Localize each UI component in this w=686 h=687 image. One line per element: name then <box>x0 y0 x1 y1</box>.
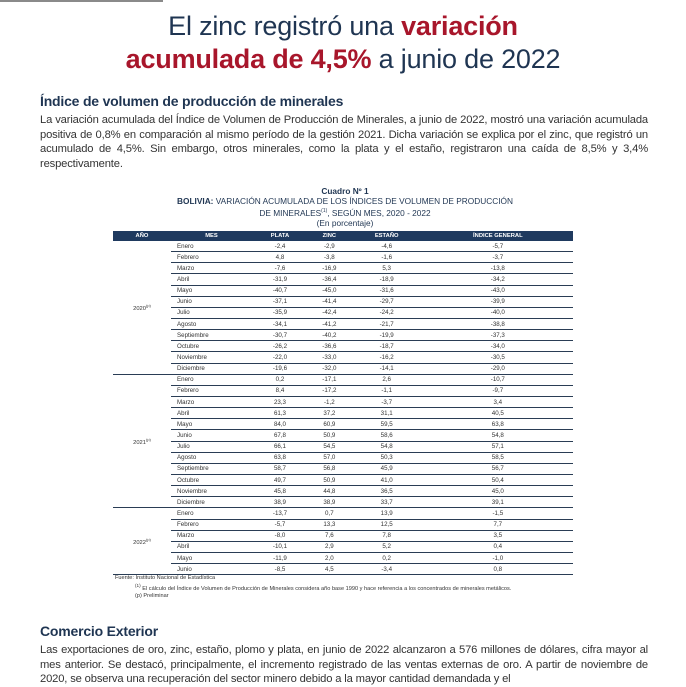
year-label: 2022 <box>133 539 146 546</box>
silver-cell: 45,8 <box>252 486 308 497</box>
tin-cell: -24,2 <box>351 307 423 318</box>
table-row <box>113 564 573 575</box>
tin-cell: 5,2 <box>351 541 423 552</box>
silver-cell: 49,7 <box>252 474 308 485</box>
zinc-cell: -41,4 <box>308 296 351 307</box>
zinc-cell: -41,2 <box>308 318 351 329</box>
general-index-cell: -3,7 <box>423 252 573 263</box>
table-row <box>113 497 573 508</box>
section-heading-trade: Comercio Exterior <box>40 623 158 639</box>
general-index-cell: 63,8 <box>423 419 573 430</box>
tin-cell: -14,1 <box>351 363 423 374</box>
year-cell <box>113 508 171 575</box>
silver-cell: -37,1 <box>252 296 308 307</box>
title-part1: El zinc registró una <box>168 11 402 41</box>
silver-cell: -26,2 <box>252 341 308 352</box>
year-label: 2021 <box>133 439 146 446</box>
zinc-cell: -45,0 <box>308 285 351 296</box>
general-index-cell: -30,5 <box>423 352 573 363</box>
tin-cell: 50,3 <box>351 452 423 463</box>
month-cell: Enero <box>171 508 252 519</box>
silver-cell: 84,0 <box>252 419 308 430</box>
month-cell: Marzo <box>171 396 252 407</box>
general-index-cell: -9,7 <box>423 385 573 396</box>
tin-cell: 54,8 <box>351 441 423 452</box>
month-cell: Abril <box>171 408 252 419</box>
silver-cell: 67,8 <box>252 430 308 441</box>
table-caption-unit: (En porcentaje) <box>316 217 374 228</box>
month-cell: Julio <box>171 441 252 452</box>
table-row <box>113 263 573 274</box>
tin-cell: -16,2 <box>351 352 423 363</box>
silver-cell: -8,0 <box>252 530 308 541</box>
silver-cell: 38,9 <box>252 497 308 508</box>
table-row <box>113 385 573 396</box>
zinc-cell: 7,6 <box>308 530 351 541</box>
header-general-index: ÍNDICE GENERAL <box>423 231 573 241</box>
zinc-cell: -40,2 <box>308 330 351 341</box>
month-cell: Julio <box>171 307 252 318</box>
month-cell: Septiembre <box>171 330 252 341</box>
table-header-row <box>113 231 573 241</box>
table-row <box>113 508 573 519</box>
zinc-cell: 50,9 <box>308 474 351 485</box>
tin-cell: 33,7 <box>351 497 423 508</box>
month-cell: Febrero <box>171 385 252 396</box>
title-highlight-1: variación <box>401 11 518 41</box>
year-label: 2020 <box>133 305 146 312</box>
table-caption-line2b: , SEGÚN MES, 2020 - 2022 <box>327 207 431 218</box>
zinc-cell: 44,8 <box>308 486 351 497</box>
tin-cell: 31,1 <box>351 408 423 419</box>
general-index-cell: 39,1 <box>423 497 573 508</box>
table-caption-line2a: DE MINERALES <box>259 207 322 218</box>
general-index-cell: 54,8 <box>423 430 573 441</box>
month-cell: Agosto <box>171 452 252 463</box>
footnote-1 <box>115 582 511 593</box>
tin-cell: 58,6 <box>351 430 423 441</box>
table-row <box>113 474 573 485</box>
zinc-cell: 38,9 <box>308 497 351 508</box>
month-cell: Abril <box>171 541 252 552</box>
tin-cell: -29,7 <box>351 296 423 307</box>
general-index-cell: 58,5 <box>423 452 573 463</box>
footnote-1-text: El cálculo del Índice de Volumen de Producción de Minerales considera año base 1990 y hace referencia a los concentrados de minerales metálicos. <box>140 585 512 592</box>
zinc-cell: -2,9 <box>308 241 351 252</box>
silver-cell: -13,7 <box>252 508 308 519</box>
silver-cell: -19,6 <box>252 363 308 374</box>
table-row <box>113 519 573 530</box>
general-index-cell: -29,0 <box>423 363 573 374</box>
silver-cell: -2,4 <box>252 241 308 252</box>
zinc-cell: -1,2 <box>308 396 351 407</box>
month-cell: Noviembre <box>171 486 252 497</box>
tin-cell: -31,6 <box>351 285 423 296</box>
tin-cell: -18,9 <box>351 274 423 285</box>
table-row <box>113 486 573 497</box>
footnote-preliminary: (p) Preliminar <box>135 592 169 599</box>
month-cell: Febrero <box>171 252 252 263</box>
source-note: Fuente: Instituto Nacional de Estadística <box>115 575 216 581</box>
silver-cell: 61,3 <box>252 408 308 419</box>
month-cell: Febrero <box>171 519 252 530</box>
table-row <box>113 363 573 374</box>
zinc-cell: 57,0 <box>308 452 351 463</box>
year-preliminary-marker: (p) <box>146 536 151 542</box>
silver-cell: 23,3 <box>252 396 308 407</box>
tin-cell: -18,7 <box>351 341 423 352</box>
silver-cell: 0,2 <box>252 374 308 385</box>
month-cell: Octubre <box>171 474 252 485</box>
tin-cell: -21,7 <box>351 318 423 329</box>
table-caption <box>110 186 580 228</box>
table-row <box>113 430 573 441</box>
silver-cell: 66,1 <box>252 441 308 452</box>
zinc-cell: 50,9 <box>308 430 351 441</box>
silver-cell: -22,0 <box>252 352 308 363</box>
year-cell <box>113 241 171 374</box>
month-cell: Diciembre <box>171 497 252 508</box>
tin-cell: 0,2 <box>351 552 423 563</box>
silver-cell: -31,9 <box>252 274 308 285</box>
zinc-cell: -3,8 <box>308 252 351 263</box>
silver-cell: -35,9 <box>252 307 308 318</box>
month-cell: Abril <box>171 274 252 285</box>
table-caption-number: Cuadro Nº 1 <box>321 186 369 196</box>
table-row <box>113 374 573 385</box>
general-index-cell: 56,7 <box>423 463 573 474</box>
month-cell: Enero <box>171 241 252 252</box>
section-paragraph-trade: Las exportaciones de oro, zinc, estaño, plomo y plata, en junio de 2022 alcanzaron a 576 millones de dólares, cifra mayor al mes anterior. Se destacó, principalmente, el incremento registrado de las ventas externas de oro. A partir de noviembre de 2020, se observa una recuperación del sector minero debido a la mayor cantidad demandada y el <box>40 644 648 685</box>
year-cell <box>113 374 171 508</box>
silver-cell: -5,7 <box>252 519 308 530</box>
general-index-cell: -38,8 <box>423 318 573 329</box>
title-part2: a junio de 2022 <box>371 44 561 74</box>
general-index-cell: -1,5 <box>423 508 573 519</box>
tin-cell: 41,0 <box>351 474 423 485</box>
table-row <box>113 341 573 352</box>
month-cell: Diciembre <box>171 363 252 374</box>
general-index-cell: 45,0 <box>423 486 573 497</box>
header-year: AÑO <box>113 231 171 241</box>
table-row <box>113 330 573 341</box>
table-row <box>113 419 573 430</box>
general-index-cell: -10,7 <box>423 374 573 385</box>
month-cell: Agosto <box>171 318 252 329</box>
table-row <box>113 296 573 307</box>
general-index-cell: -43,0 <box>423 285 573 296</box>
month-cell: Marzo <box>171 263 252 274</box>
month-cell: Enero <box>171 374 252 385</box>
footnote-1-marker: (1) <box>135 583 141 588</box>
month-cell: Septiembre <box>171 463 252 474</box>
zinc-cell: 37,2 <box>308 408 351 419</box>
silver-cell: 58,7 <box>252 463 308 474</box>
tin-cell: 13,9 <box>351 508 423 519</box>
header-silver: PLATA <box>252 231 308 241</box>
tin-cell: -4,6 <box>351 241 423 252</box>
silver-cell: -11,9 <box>252 552 308 563</box>
general-index-cell: 40,5 <box>423 408 573 419</box>
silver-cell: 8,4 <box>252 385 308 396</box>
general-index-cell: -5,7 <box>423 241 573 252</box>
table-row <box>113 396 573 407</box>
tin-cell: -19,9 <box>351 330 423 341</box>
table-caption-sup: (1) <box>321 208 328 214</box>
tin-cell: 59,5 <box>351 419 423 430</box>
table-footnotes <box>115 575 511 600</box>
table-row <box>113 552 573 563</box>
general-index-cell: 3,4 <box>423 396 573 407</box>
tin-cell: -3,4 <box>351 564 423 575</box>
general-index-cell: 7,7 <box>423 519 573 530</box>
month-cell: Junio <box>171 564 252 575</box>
header-tin: ESTAÑO <box>351 231 423 241</box>
silver-cell: -30,7 <box>252 330 308 341</box>
table-row <box>113 241 573 252</box>
table-row <box>113 285 573 296</box>
general-index-cell: 57,1 <box>423 441 573 452</box>
tin-cell: -3,7 <box>351 396 423 407</box>
table-caption-line1: VARIACIÓN ACUMULADA DE LOS ÍNDICES DE VOLUMEN DE PRODUCCIÓN <box>213 196 513 206</box>
table-row <box>113 441 573 452</box>
general-index-cell: 3,5 <box>423 530 573 541</box>
zinc-cell: -42,4 <box>308 307 351 318</box>
zinc-cell: -36,4 <box>308 274 351 285</box>
zinc-cell: -36,6 <box>308 341 351 352</box>
table-row <box>113 274 573 285</box>
table-row <box>113 307 573 318</box>
year-preliminary-marker: (p) <box>146 436 151 442</box>
month-cell: Junio <box>171 430 252 441</box>
silver-cell: -34,1 <box>252 318 308 329</box>
tin-cell: 12,5 <box>351 519 423 530</box>
tin-cell: 2,6 <box>351 374 423 385</box>
header-month: MES <box>171 231 252 241</box>
general-index-cell: -1,0 <box>423 552 573 563</box>
header-zinc: ZINC <box>308 231 351 241</box>
table-row <box>113 541 573 552</box>
top-rule <box>0 0 163 2</box>
zinc-cell: 54,5 <box>308 441 351 452</box>
tin-cell: 45,9 <box>351 463 423 474</box>
general-index-cell: -34,2 <box>423 274 573 285</box>
zinc-cell: -33,0 <box>308 352 351 363</box>
month-cell: Mayo <box>171 552 252 563</box>
zinc-cell: 60,9 <box>308 419 351 430</box>
zinc-cell: 4,5 <box>308 564 351 575</box>
tin-cell: 36,5 <box>351 486 423 497</box>
month-cell: Noviembre <box>171 352 252 363</box>
mineral-index-table <box>113 231 573 575</box>
general-index-cell: 0,4 <box>423 541 573 552</box>
zinc-cell: -17,2 <box>308 385 351 396</box>
zinc-cell: 2,0 <box>308 552 351 563</box>
silver-cell: 4,8 <box>252 252 308 263</box>
general-index-cell: -37,3 <box>423 330 573 341</box>
section-paragraph-production: La variación acumulada del Índice de Volumen de Producción de Minerales, a junio de 2022, mostró una variación acumulada positiva de 0,8% en comparación al mismo período de la gestión 2021. Dicha variación se explica por el zinc, que registró un acumulado de 4,5%. Sin embargo, otros minerales, como la plata y el estaño, registraron una caída de 8,5% y 3,4% respectivamente. <box>40 114 648 170</box>
zinc-cell: 0,7 <box>308 508 351 519</box>
zinc-cell: 56,8 <box>308 463 351 474</box>
month-cell: Junio <box>171 296 252 307</box>
table-body <box>113 241 573 575</box>
zinc-cell: -16,9 <box>308 263 351 274</box>
zinc-cell: -32,0 <box>308 363 351 374</box>
general-index-cell: 0,8 <box>423 564 573 575</box>
tin-cell: -1,6 <box>351 252 423 263</box>
zinc-cell: 2,9 <box>308 541 351 552</box>
title-highlight-2: acumulada de 4,5% <box>125 44 372 74</box>
silver-cell: -10,1 <box>252 541 308 552</box>
year-preliminary-marker: (p) <box>146 302 151 308</box>
page-title <box>0 10 686 76</box>
table-row <box>113 252 573 263</box>
month-cell: Mayo <box>171 285 252 296</box>
silver-cell: -40,7 <box>252 285 308 296</box>
table-row <box>113 463 573 474</box>
general-index-cell: 50,4 <box>423 474 573 485</box>
silver-cell: -8,5 <box>252 564 308 575</box>
month-cell: Mayo <box>171 419 252 430</box>
silver-cell: 63,8 <box>252 452 308 463</box>
month-cell: Marzo <box>171 530 252 541</box>
tin-cell: -1,1 <box>351 385 423 396</box>
table-row <box>113 530 573 541</box>
month-cell: Octubre <box>171 341 252 352</box>
table-row <box>113 318 573 329</box>
tin-cell: 7,8 <box>351 530 423 541</box>
general-index-cell: -39,9 <box>423 296 573 307</box>
zinc-cell: -17,1 <box>308 374 351 385</box>
general-index-cell: -40,0 <box>423 307 573 318</box>
table-row <box>113 352 573 363</box>
table-row <box>113 408 573 419</box>
zinc-cell: 13,3 <box>308 519 351 530</box>
table-caption-country: BOLIVIA: <box>177 196 214 206</box>
general-index-cell: -34,0 <box>423 341 573 352</box>
section-heading-production: Índice de volumen de producción de minerales <box>40 93 344 109</box>
silver-cell: -7,6 <box>252 263 308 274</box>
table-row <box>113 452 573 463</box>
general-index-cell: -13,8 <box>423 263 573 274</box>
tin-cell: 5,3 <box>351 263 423 274</box>
